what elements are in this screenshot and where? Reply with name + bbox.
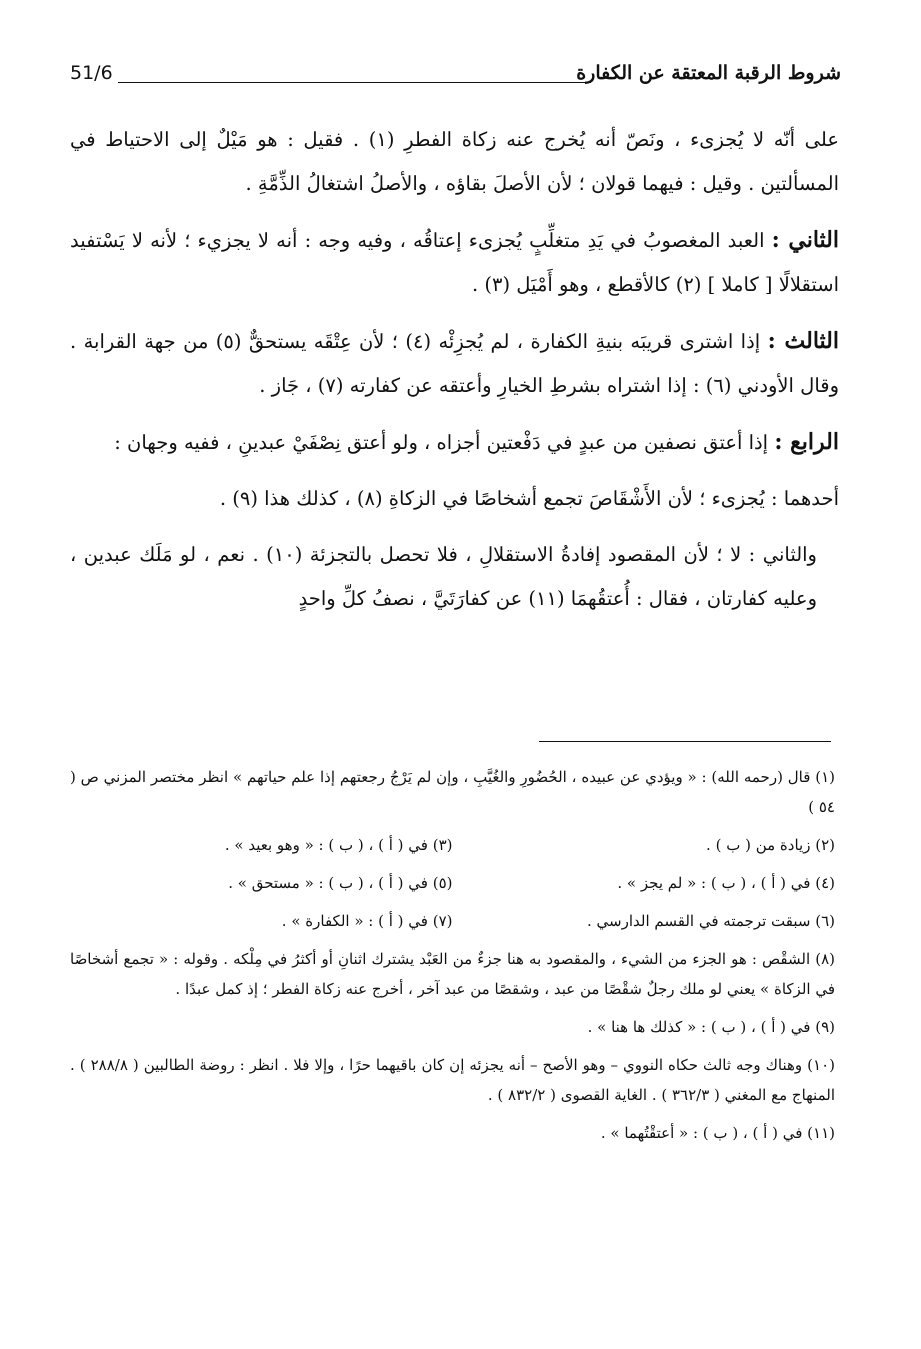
paragraph-3 [70,319,839,408]
main-text [70,118,839,633]
footnote-4: (٤) في ( أ ) ، ( ب ) : « لم يجز » . [617,874,835,892]
page-header [70,62,841,92]
header-rule [118,82,591,83]
paragraph-1: على أنّه لا يُجزىء ، ونَصّ أنه يُخرج عنه زكاة الفطرِ (١) . فقيل : هو مَيْلٌ إلى الاحتياط في المسألتين . وقيل : فيهما قولان ؛ لأن الأصلَ بقاؤه ، والأصلُ اشتغالُ الذِّمَّةِ . [70,128,840,195]
running-title: شروط الرقبة المعتقة عن الكفارة [576,62,841,84]
footnote-2: (٢) زيادة من ( ب ) . [706,836,835,854]
footnote-1: (١) قال (رحمه الله) : « ويؤدي عن عبيده ، الحُضُورِ والغُيَّبِ ، وإن لم يَرْجُ رجعتهم إذا علم حياتهم » انظر مختصر المزني ص ( ٥٤ ) [70,768,835,816]
footnote-row [70,868,835,898]
paragraph-5: أحدهما : يُجزىء ؛ لأن الأَشْقَاصَ تجمع أشخاصًا في الزكاةِ (٨) ، كذلك هذا (٩) . [219,487,839,510]
footnote-6: (٦) سبقت ترجمته في القسم الدارسي . [587,912,835,930]
paragraph-2-lead: الثاني : [771,227,839,253]
footnote-10: (١٠) وهناك وجه ثالث حكاه النووي – وهو الأصح – أنه يجزئه إن كان باقيهما حرًا ، وإلا فلا . انظر : روضة الطالبين ( ٢٨٨/٨ ) . المنهاج مع المغني ( ٣٦٢/٣ ) . الغاية القصوى ( ٨٣٢/٢ ) . [70,1056,836,1104]
footnote-9: (٩) في ( أ ) ، ( ب ) : « كذلك ها هنا » . [587,1018,835,1036]
paragraph-2 [70,218,839,307]
page-reference: 51/6 [70,62,113,84]
footnote-8: (٨) الشقْص : هو الجزء من الشيء ، والمقصود به هنا جزءٌ من العَبْد يشترك اثنانِ أو أكثرُ في مِلْكه . وقوله : « تجمع أشخاصًا في الزكاة » يعني لو ملك رجلٌ شقْصًا من عبد ، وشقصًا من عبد آخر ، أخرج عنه زكاة الفطر ؛ إذ كمل عبدًا . [70,950,835,998]
paragraph-6: والثاني : لا ؛ لأن المقصود إفادةُ الاستقلالِ ، فلا تحصل بالتجزئة (١٠) . نعم ، لو مَلَك عبدين ، وعليه كفارتان ، فقال : أُعتقُهمَا (١١) عن كفارَتَيَّ ، نصفُ كلِّ واحدٍ [70,543,817,610]
paragraph-2-text: العبد المغصوبُ في يَدِ متغلِّبٍ يُجزىء إعتاقُه ، وفيه وجه : أنه لا يجزيء ؛ لأنه لا يَسْتفيد استقلالًا [ كاملا ] (٢) كالأقطع ، وهو أَمْيَل (٣) . [70,229,839,296]
footnote-row [70,830,835,860]
footnote-3: (٣) في ( أ ) ، ( ب ) : « وهو بعيد » . [224,836,453,854]
footnote-7: (٧) في ( أ ) : « الكفارة » . [281,912,453,930]
footnote-5: (٥) في ( أ ) ، ( ب ) : « مستحق » . [228,874,453,892]
paragraph-4-text: إذا أعتق نصفين من عبدٍ في دَفْعتين أجزاه ، ولو أعتق نِصْفَيْ عبدينِ ، ففيه وجهان : [114,431,775,454]
footnote-separator [539,741,831,742]
footnote-11: (١١) في ( أ ) ، ( ب ) : « أعتقْتُهما » . [600,1124,835,1142]
paragraph-3-lead: الثالث : [767,328,839,354]
footnote-row [70,906,835,936]
paragraph-4 [70,420,839,465]
paragraph-4-lead: الرابع : [774,429,839,455]
paragraph-3-text: إذا اشترى قريبَه بنيةِ الكفارة ، لم يُجزِئْه (٤) ؛ لأن عِتْقَه يستحقٌّ (٥) من جهة القرابة . وقال الأودني (٦) : إذا اشتراه بشرطِ الخيارِ وأعتقه عن كفارته (٧) ، جَاز . [70,330,839,397]
footnotes [70,762,835,1156]
